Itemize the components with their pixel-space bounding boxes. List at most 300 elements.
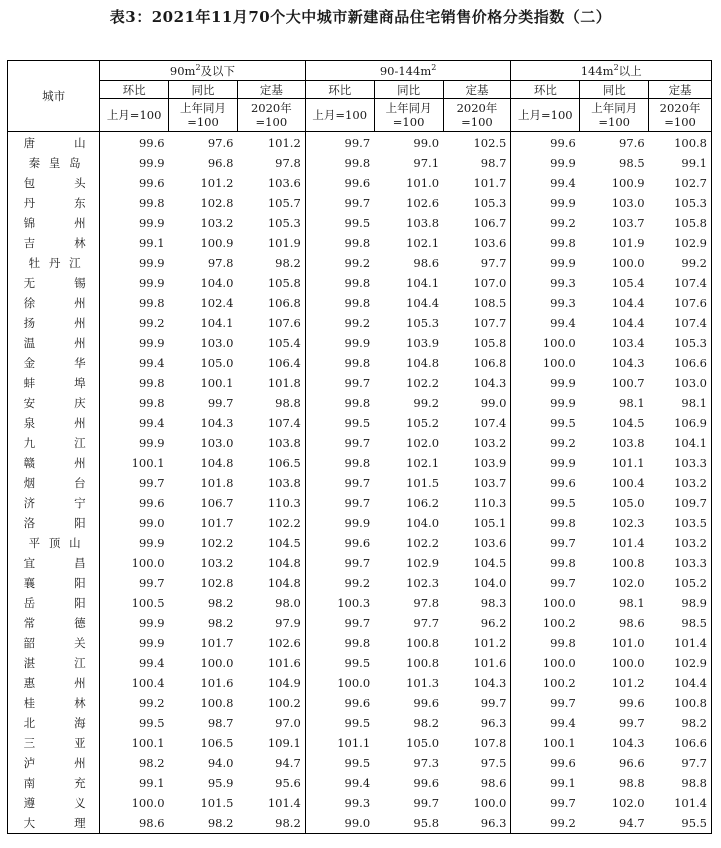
value-cell: 102.9 bbox=[649, 233, 712, 253]
value-cell: 99.7 bbox=[207, 396, 234, 410]
value-cell: 99.8 bbox=[138, 376, 165, 390]
value-cell: 99.2 bbox=[550, 436, 576, 450]
value-cell: 99.5 bbox=[344, 416, 371, 430]
value-cell: 104.1 bbox=[200, 316, 234, 330]
value-cell: 98.2 bbox=[649, 713, 712, 733]
value-cell: 101.4 bbox=[237, 793, 305, 813]
value-cell: 99.1 bbox=[138, 776, 165, 790]
value-cell: 102.9 bbox=[649, 653, 712, 673]
value-cell: 98.2 bbox=[138, 756, 165, 770]
value-cell: 104.8 bbox=[406, 356, 440, 370]
value-cell: 97.5 bbox=[443, 753, 511, 773]
value-cell: 98.7 bbox=[207, 716, 234, 730]
value-cell: 99.7 bbox=[619, 716, 645, 730]
value-cell: 99.0 bbox=[413, 136, 440, 150]
value-cell: 97.6 bbox=[207, 136, 234, 150]
value-cell: 99.8 bbox=[550, 236, 576, 250]
value-cell: 101.9 bbox=[237, 233, 305, 253]
city-cell bbox=[8, 132, 100, 154]
value-cell: 97.8 bbox=[413, 596, 440, 610]
city-name: 温 州 bbox=[23, 336, 86, 350]
value-cell: 99.6 bbox=[344, 696, 371, 710]
city-name: 包 头 bbox=[23, 176, 86, 190]
city-name: 九 江 bbox=[23, 436, 86, 450]
city-cell bbox=[8, 153, 100, 173]
city-cell bbox=[8, 593, 100, 613]
value-cell: 99.6 bbox=[550, 756, 576, 770]
value-cell: 105.8 bbox=[649, 213, 712, 233]
value-cell: 96.6 bbox=[619, 756, 645, 770]
sub-header: 同比 bbox=[374, 81, 443, 99]
value-cell: 99.4 bbox=[138, 356, 165, 370]
value-cell: 100.3 bbox=[337, 596, 371, 610]
value-cell: 99.4 bbox=[344, 776, 371, 790]
table-row bbox=[8, 773, 712, 793]
value-cell: 98.1 bbox=[649, 393, 712, 413]
value-cell: 103.3 bbox=[649, 553, 712, 573]
value-cell: 105.3 bbox=[443, 193, 511, 213]
value-cell: 105.1 bbox=[443, 513, 511, 533]
value-cell: 99.8 bbox=[550, 516, 576, 530]
value-cell: 109.1 bbox=[237, 733, 305, 753]
table-row bbox=[8, 413, 712, 433]
value-cell: 102.8 bbox=[200, 576, 234, 590]
value-cell: 99.2 bbox=[138, 696, 165, 710]
value-cell: 99.8 bbox=[344, 636, 371, 650]
value-cell: 98.5 bbox=[619, 156, 645, 170]
value-cell: 99.2 bbox=[550, 216, 576, 230]
value-cell: 103.0 bbox=[611, 196, 645, 210]
table-row bbox=[8, 273, 712, 293]
value-cell: 98.8 bbox=[619, 776, 645, 790]
value-cell: 104.8 bbox=[237, 553, 305, 573]
city-name: 岳 阳 bbox=[23, 596, 86, 610]
value-cell: 102.1 bbox=[406, 456, 440, 470]
value-cell: 102.0 bbox=[611, 796, 645, 810]
value-cell: 99.4 bbox=[550, 716, 576, 730]
value-cell: 104.3 bbox=[611, 736, 645, 750]
value-cell: 99.1 bbox=[550, 776, 576, 790]
value-cell: 103.0 bbox=[200, 336, 234, 350]
value-cell: 108.5 bbox=[443, 293, 511, 313]
city-name: 扬 州 bbox=[23, 316, 86, 330]
value-cell: 98.6 bbox=[443, 773, 511, 793]
city-cell bbox=[8, 713, 100, 733]
value-cell: 98.5 bbox=[649, 613, 712, 633]
value-cell: 99.4 bbox=[550, 316, 576, 330]
table-row bbox=[8, 213, 712, 233]
table-row bbox=[8, 173, 712, 193]
value-cell: 104.3 bbox=[443, 373, 511, 393]
value-cell: 99.4 bbox=[550, 176, 576, 190]
value-cell: 103.6 bbox=[443, 233, 511, 253]
group-header-large: $144m^2$以上 bbox=[511, 61, 712, 81]
value-cell: 100.0 bbox=[131, 556, 165, 570]
value-cell: 99.4 bbox=[138, 656, 165, 670]
value-cell: 99.2 bbox=[138, 316, 165, 330]
value-cell: 105.2 bbox=[406, 416, 440, 430]
value-cell: 105.0 bbox=[611, 496, 645, 510]
city-name: 秦 皇 岛 bbox=[28, 156, 81, 170]
value-cell: 100.0 bbox=[542, 596, 576, 610]
value-cell: 97.3 bbox=[413, 756, 440, 770]
value-cell: 102.0 bbox=[611, 576, 645, 590]
value-cell: 99.5 bbox=[138, 716, 165, 730]
value-cell: 98.2 bbox=[207, 616, 234, 630]
value-cell: 102.8 bbox=[200, 196, 234, 210]
value-cell: 99.2 bbox=[344, 256, 371, 270]
value-cell: 102.2 bbox=[406, 376, 440, 390]
value-cell: 103.2 bbox=[443, 433, 511, 453]
value-cell: 99.7 bbox=[413, 796, 440, 810]
value-cell: 99.9 bbox=[344, 516, 371, 530]
value-cell: 101.2 bbox=[237, 132, 305, 154]
table-row bbox=[8, 193, 712, 213]
table-row bbox=[8, 673, 712, 693]
city-cell bbox=[8, 793, 100, 813]
value-cell: 97.7 bbox=[413, 616, 440, 630]
value-cell: 94.7 bbox=[237, 753, 305, 773]
table-row bbox=[8, 233, 712, 253]
value-cell: 98.2 bbox=[169, 813, 238, 834]
table-row bbox=[8, 533, 712, 553]
value-cell: 97.7 bbox=[649, 753, 712, 773]
value-cell: 99.7 bbox=[344, 616, 371, 630]
value-cell: 99.5 bbox=[344, 716, 371, 730]
city-name: 蚌 埠 bbox=[23, 376, 86, 390]
value-cell: 104.1 bbox=[406, 276, 440, 290]
value-cell: 99.9 bbox=[138, 156, 165, 170]
value-cell: 98.8 bbox=[649, 773, 712, 793]
value-cell: 99.7 bbox=[550, 576, 576, 590]
value-cell: 102.0 bbox=[406, 436, 440, 450]
table-row bbox=[8, 353, 712, 373]
table-row bbox=[8, 373, 712, 393]
value-cell: 104.5 bbox=[443, 553, 511, 573]
value-cell: 105.4 bbox=[237, 333, 305, 353]
value-cell: 103.3 bbox=[649, 453, 712, 473]
base-header: 上年同月=100 bbox=[169, 99, 238, 132]
city-name: 常 德 bbox=[23, 616, 86, 630]
city-cell bbox=[8, 773, 100, 793]
value-cell: 102.9 bbox=[406, 556, 440, 570]
value-cell: 99.7 bbox=[344, 476, 371, 490]
value-cell: 101.1 bbox=[337, 736, 371, 750]
base-header: 上月=100 bbox=[511, 99, 580, 132]
value-cell: 104.1 bbox=[649, 433, 712, 453]
base-header: 上月=100 bbox=[100, 99, 169, 132]
value-cell: 100.8 bbox=[611, 556, 645, 570]
value-cell: 104.3 bbox=[611, 356, 645, 370]
value-cell: 99.6 bbox=[619, 696, 645, 710]
value-cell: 99.7 bbox=[344, 136, 371, 150]
value-cell: 101.4 bbox=[649, 633, 712, 653]
table-row bbox=[8, 653, 712, 673]
value-cell: 99.2 bbox=[511, 813, 580, 834]
city-cell bbox=[8, 493, 100, 513]
city-name: 惠 州 bbox=[23, 676, 86, 690]
value-cell: 101.6 bbox=[200, 676, 234, 690]
value-cell: 104.5 bbox=[611, 416, 645, 430]
value-cell: 95.8 bbox=[374, 813, 443, 834]
value-cell: 100.0 bbox=[611, 256, 645, 270]
city-column-header: 城市 bbox=[8, 61, 100, 132]
table-row bbox=[8, 453, 712, 473]
value-cell: 105.2 bbox=[649, 573, 712, 593]
value-cell: 101.5 bbox=[406, 476, 440, 490]
value-cell: 101.1 bbox=[611, 456, 645, 470]
value-cell: 96.2 bbox=[443, 613, 511, 633]
city-name: 南 充 bbox=[23, 776, 86, 790]
value-cell: 103.0 bbox=[649, 373, 712, 393]
value-cell: 99.2 bbox=[344, 576, 371, 590]
value-cell: 98.0 bbox=[237, 593, 305, 613]
value-cell: 101.4 bbox=[611, 536, 645, 550]
value-cell: 100.1 bbox=[131, 736, 165, 750]
value-cell: 99.9 bbox=[550, 376, 576, 390]
value-cell: 105.7 bbox=[237, 193, 305, 213]
value-cell: 100.2 bbox=[542, 676, 576, 690]
city-cell bbox=[8, 313, 100, 333]
value-cell: 105.3 bbox=[649, 333, 712, 353]
sub-header: 同比 bbox=[169, 81, 238, 99]
value-cell: 99.6 bbox=[138, 136, 165, 150]
value-cell: 96.3 bbox=[443, 713, 511, 733]
value-cell: 99.0 bbox=[443, 393, 511, 413]
value-cell: 100.5 bbox=[131, 596, 165, 610]
value-cell: 97.8 bbox=[207, 256, 234, 270]
value-cell: 107.7 bbox=[443, 313, 511, 333]
city-name: 北 海 bbox=[23, 716, 86, 730]
value-cell: 99.5 bbox=[550, 496, 576, 510]
value-cell: 99.9 bbox=[138, 436, 165, 450]
value-cell: 99.0 bbox=[305, 813, 374, 834]
city-name: 泉 州 bbox=[23, 416, 86, 430]
table-row bbox=[8, 793, 712, 813]
value-cell: 99.6 bbox=[550, 136, 576, 150]
city-name: 泸 州 bbox=[23, 756, 86, 770]
city-cell bbox=[8, 813, 100, 834]
value-cell: 106.7 bbox=[200, 496, 234, 510]
value-cell: 103.8 bbox=[611, 436, 645, 450]
city-cell bbox=[8, 673, 100, 693]
table-row bbox=[8, 153, 712, 173]
city-cell bbox=[8, 393, 100, 413]
value-cell: 103.7 bbox=[611, 216, 645, 230]
group-header-small: $90m^2$及以下 bbox=[100, 61, 306, 81]
value-cell: 101.2 bbox=[443, 633, 511, 653]
city-cell bbox=[8, 553, 100, 573]
value-cell: 99.9 bbox=[138, 636, 165, 650]
value-cell: 97.0 bbox=[237, 713, 305, 733]
city-name: 遵 义 bbox=[23, 796, 86, 810]
value-cell: 99.7 bbox=[344, 376, 371, 390]
value-cell: 103.0 bbox=[200, 436, 234, 450]
city-name: 安 庆 bbox=[23, 396, 86, 410]
city-cell bbox=[8, 653, 100, 673]
city-name: 韶 关 bbox=[23, 636, 86, 650]
value-cell: 107.4 bbox=[649, 313, 712, 333]
value-cell: 102.3 bbox=[406, 576, 440, 590]
value-cell: 102.2 bbox=[237, 513, 305, 533]
table-row bbox=[8, 333, 712, 353]
value-cell: 102.4 bbox=[200, 296, 234, 310]
value-cell: 97.8 bbox=[237, 153, 305, 173]
value-cell: 99.8 bbox=[138, 396, 165, 410]
value-cell: 101.9 bbox=[611, 236, 645, 250]
value-cell: 99.7 bbox=[344, 556, 371, 570]
value-cell: 99.7 bbox=[550, 796, 576, 810]
table-row bbox=[8, 253, 712, 273]
city-cell bbox=[8, 413, 100, 433]
city-cell bbox=[8, 733, 100, 753]
value-cell: 99.8 bbox=[344, 396, 371, 410]
value-cell: 98.6 bbox=[100, 813, 169, 834]
value-cell: 107.4 bbox=[443, 413, 511, 433]
value-cell: 100.8 bbox=[649, 693, 712, 713]
city-cell bbox=[8, 533, 100, 553]
value-cell: 99.3 bbox=[344, 796, 371, 810]
value-cell: 99.6 bbox=[413, 776, 440, 790]
value-cell: 100.8 bbox=[406, 636, 440, 650]
sub-header: 环比 bbox=[511, 81, 580, 99]
value-cell: 102.6 bbox=[237, 633, 305, 653]
value-cell: 100.0 bbox=[542, 356, 576, 370]
value-cell: 97.9 bbox=[237, 613, 305, 633]
city-cell bbox=[8, 453, 100, 473]
value-cell: 99.9 bbox=[138, 276, 165, 290]
city-name: 吉 林 bbox=[23, 236, 86, 250]
value-cell: 99.8 bbox=[344, 276, 371, 290]
value-cell: 99.2 bbox=[344, 316, 371, 330]
value-cell: 99.9 bbox=[550, 256, 576, 270]
value-cell: 107.6 bbox=[237, 313, 305, 333]
value-cell: 106.2 bbox=[406, 496, 440, 510]
value-cell: 101.4 bbox=[649, 793, 712, 813]
table-row bbox=[8, 493, 712, 513]
value-cell: 99.9 bbox=[550, 156, 576, 170]
value-cell: 99.9 bbox=[344, 336, 371, 350]
value-cell: 99.8 bbox=[344, 456, 371, 470]
value-cell: 99.7 bbox=[550, 536, 576, 550]
base-header: 2020年=100 bbox=[443, 99, 511, 132]
city-name: 洛 阳 bbox=[23, 516, 86, 530]
value-cell: 107.6 bbox=[649, 293, 712, 313]
city-name: 烟 台 bbox=[23, 476, 86, 490]
city-name: 平 顶 山 bbox=[28, 536, 81, 550]
value-cell: 99.7 bbox=[344, 496, 371, 510]
value-cell: 99.6 bbox=[344, 176, 371, 190]
value-cell: 100.8 bbox=[649, 132, 712, 154]
city-cell bbox=[8, 693, 100, 713]
value-cell: 99.9 bbox=[138, 216, 165, 230]
value-cell: 110.3 bbox=[237, 493, 305, 513]
base-header: 上年同月=100 bbox=[374, 99, 443, 132]
value-cell: 99.5 bbox=[344, 216, 371, 230]
value-cell: 102.2 bbox=[406, 536, 440, 550]
value-cell: 106.6 bbox=[649, 353, 712, 373]
city-name: 无 锡 bbox=[23, 276, 86, 290]
value-cell: 99.2 bbox=[413, 396, 440, 410]
value-cell: 99.7 bbox=[344, 196, 371, 210]
value-cell: 105.4 bbox=[611, 276, 645, 290]
value-cell: 109.7 bbox=[649, 493, 712, 513]
value-cell: 103.8 bbox=[406, 216, 440, 230]
city-cell bbox=[8, 753, 100, 773]
value-cell: 99.6 bbox=[344, 536, 371, 550]
value-cell: 105.3 bbox=[649, 193, 712, 213]
value-cell: 100.8 bbox=[200, 696, 234, 710]
value-cell: 100.1 bbox=[131, 456, 165, 470]
value-cell: 102.2 bbox=[200, 536, 234, 550]
value-cell: 105.3 bbox=[406, 316, 440, 330]
base-header: 2020年=100 bbox=[237, 99, 305, 132]
value-cell: 99.8 bbox=[550, 556, 576, 570]
value-cell: 104.4 bbox=[406, 296, 440, 310]
table-row bbox=[8, 573, 712, 593]
value-cell: 101.8 bbox=[237, 373, 305, 393]
value-cell: 99.7 bbox=[138, 576, 165, 590]
value-cell: 99.8 bbox=[344, 156, 371, 170]
city-name: 大 理 bbox=[23, 816, 86, 830]
value-cell: 99.6 bbox=[138, 496, 165, 510]
city-cell bbox=[8, 233, 100, 253]
sub-header: 同比 bbox=[580, 81, 649, 99]
table-row bbox=[8, 393, 712, 413]
value-cell: 101.6 bbox=[443, 653, 511, 673]
value-cell: 103.8 bbox=[237, 473, 305, 493]
value-cell: 98.9 bbox=[649, 593, 712, 613]
table-row bbox=[8, 313, 712, 333]
value-cell: 96.8 bbox=[207, 156, 234, 170]
table-row bbox=[8, 553, 712, 573]
value-cell: 99.4 bbox=[138, 416, 165, 430]
value-cell: 100.1 bbox=[542, 736, 576, 750]
value-cell: 101.0 bbox=[611, 636, 645, 650]
value-cell: 105.3 bbox=[237, 213, 305, 233]
value-cell: 100.0 bbox=[337, 676, 371, 690]
value-cell: 99.7 bbox=[344, 436, 371, 450]
value-cell: 99.5 bbox=[344, 656, 371, 670]
value-cell: 97.1 bbox=[413, 156, 440, 170]
value-cell: 100.0 bbox=[443, 793, 511, 813]
table-row bbox=[8, 813, 712, 834]
city-cell bbox=[8, 173, 100, 193]
table-title: 表3：2021年11月70个大中城市新建商品住宅销售价格分类指数（二） bbox=[109, 8, 612, 26]
value-cell: 99.8 bbox=[138, 296, 165, 310]
value-cell: 106.9 bbox=[649, 413, 712, 433]
city-name: 桂 林 bbox=[23, 696, 86, 710]
value-cell: 104.4 bbox=[611, 316, 645, 330]
value-cell: 99.6 bbox=[413, 696, 440, 710]
value-cell: 102.3 bbox=[611, 516, 645, 530]
value-cell: 107.0 bbox=[443, 273, 511, 293]
value-cell: 101.2 bbox=[611, 676, 645, 690]
table-row bbox=[8, 733, 712, 753]
value-cell: 100.8 bbox=[406, 656, 440, 670]
value-cell: 100.0 bbox=[131, 796, 165, 810]
value-cell: 104.4 bbox=[649, 673, 712, 693]
city-name: 三 亚 bbox=[23, 736, 86, 750]
sub-header: 定基 bbox=[443, 81, 511, 99]
value-cell: 100.0 bbox=[611, 656, 645, 670]
city-cell bbox=[8, 613, 100, 633]
value-cell: 100.2 bbox=[237, 693, 305, 713]
value-cell: 99.5 bbox=[550, 416, 576, 430]
value-cell: 99.9 bbox=[550, 196, 576, 210]
value-cell: 99.7 bbox=[138, 476, 165, 490]
value-cell: 104.9 bbox=[237, 673, 305, 693]
